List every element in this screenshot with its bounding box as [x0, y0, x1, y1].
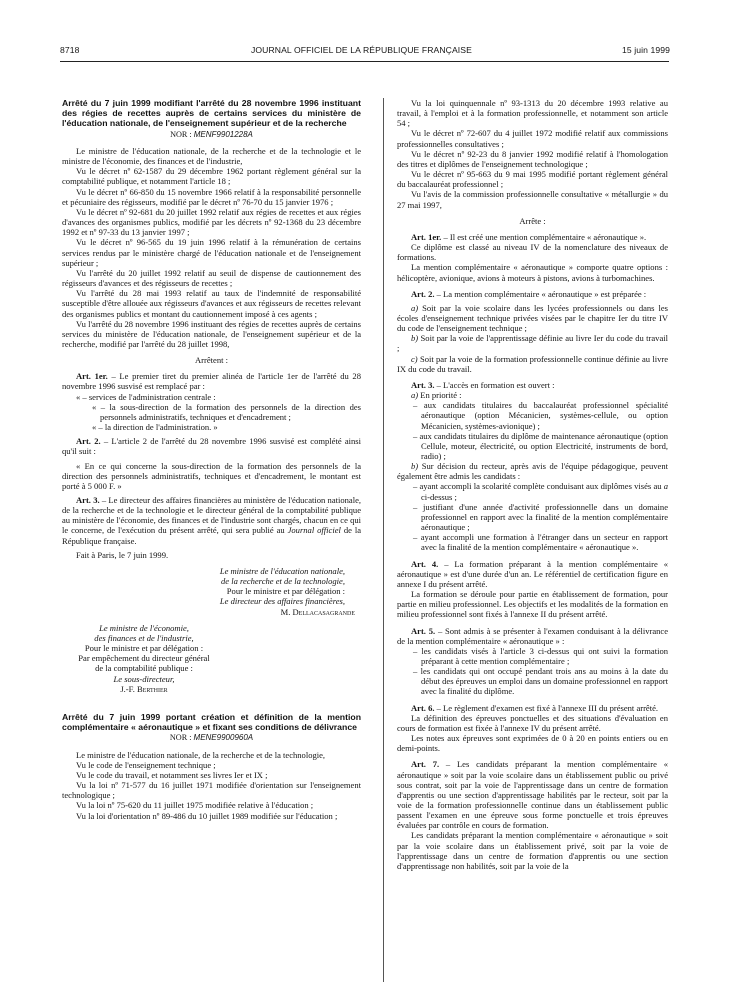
decree-2-nor: NOR : MENE9900960A [169, 733, 254, 743]
article-7: Art. 7. – Les candidats préparant la mention complémentaire « aéronautique » soit par la voie scolaire dans un établissement public ou privé sous contrat, soit par la voie de l'apprentissage dans un centre de formation d'apprentis ou une section d'apprentissage habilités par le recteur, soit par la voie de la formation professionnelle continue dans un établissement public passent l'examen en une épreuve sous forme ponctuelle et trois épreuves évaluées par contrôle en cours de formation. [397, 759, 668, 831]
arretent: Arrêtent : [195, 355, 228, 366]
article-1: Art. 1er. – Le premier tiret du premier alinéa de l'article 1er de l'arrêté du 28 novembre 1996 susvisé est remplacé par : [62, 371, 361, 392]
article-5: Art. 5. – Sont admis à se présenter à l'examen conduisant à la délivrance de la mention complémentaire « aéronautique » : [397, 625, 669, 646]
signature-line: Le sous-directeur, [113, 673, 175, 684]
paragraph: Vu la loi quinquennale nº 93-1313 du 20 décembre 1993 relative au travail, à l'emploi et à la formation professionnelle, et notamment son article 54 ; [397, 98, 668, 129]
paragraph: Vu le décret nº 92-23 du 8 janvier 1992 modifié relatif à l'homologation des titres et diplômes de l'enseignement technologique ; [397, 148, 668, 169]
quote-line: « – la direction de l'administration. » [92, 422, 218, 433]
paragraph: Ce diplôme est classé au niveau IV de la nomenclature des niveaux de formations. [397, 242, 668, 263]
paragraph: Vu le décret nº 92-681 du 20 juillet 1992 relatif aux régies de recettes et aux régies d'avances des organismes publics, modifié par les décrets nº 92-1368 du 23 décembre 1992 et nº 97-33 du 13 janvier 1997 ; [62, 206, 361, 238]
column-divider [383, 98, 384, 982]
signatory-name: M. Dellacasagrande [280, 606, 355, 617]
left-column [62, 98, 361, 821]
paragraph: Vu le décret nº 66-850 du 15 novembre 1966 relatif à la responsabilité personnelle et pécuniaire des régisseurs, modifié par le décret nº 76-70 du 15 janvier 1976 ; [62, 186, 361, 207]
list-item: a) Soit par la voie scolaire dans les lycées professionnels ou dans les écoles d'enseignement technique privées visées par le chapitre Ier du titre IV du code de l'enseignement technique ; [397, 302, 668, 334]
paragraph: Les notes aux épreuves sont exprimées de 0 à 20 en points entiers ou en demi-points. [397, 733, 668, 754]
signature-line: Pour le ministre et par délégation : [226, 586, 345, 597]
journal-title: JOURNAL OFFICIEL DE LA RÉPUBLIQUE FRANÇAISE [251, 45, 472, 55]
paragraph: Vu le code de l'enseignement technique ; [76, 759, 216, 770]
signature-line: de la comptabilité publique : [95, 663, 193, 674]
paragraph: Vu la loi nº 71-577 du 16 juillet 1971 modifiée d'orientation sur l'enseignement technologique ; [62, 780, 361, 801]
paragraph: Vu l'avis de la commission professionnelle consultative « métallurgie » du 27 mai 1997, [397, 189, 668, 210]
paragraph: Vu le décret nº 62-1587 du 29 décembre 1962 portant règlement général sur la comptabilité publique, et notamment l'article 18 ; [62, 166, 361, 187]
signing-place: Fait à Paris, le 7 juin 1999. [76, 549, 169, 560]
signature-line: Le directeur des affaires financières, [219, 596, 345, 607]
quote-line: « – services de l'administration centrale : [76, 391, 216, 402]
paragraph: La formation se déroule pour partie en établissement de formation, pour partie en milieu professionnel. Les objectifs et les modalités de la formation en milieu professionnel sont fixés à l'annexe II du présent arrêté. [397, 589, 668, 620]
signature-line: de la recherche et de la technologie, [221, 576, 345, 587]
list-item: a) En priorité : [411, 390, 462, 401]
page-number: 8718 [60, 45, 80, 55]
paragraph: Vu le décret nº 72-607 du 4 juillet 1972 modifié relatif aux commissions professionnelles consultatives ; [397, 128, 668, 149]
list-item: b) Soit par la voie de l'apprentissage définie au livre Ier du code du travail ; [397, 333, 668, 354]
dash-item: – ayant accompli une formation à l'étranger dans un secteur en rapport avec la finalité de la mention complémentaire « aéronautique ». [413, 532, 668, 553]
article-2: Art. 2. – La mention complémentaire « aéronautique » est préparée : [411, 288, 647, 299]
article-6: Art. 6. – Le règlement d'examen est fixé à l'annexe III du présent arrêté. [411, 702, 659, 713]
paragraph: Le ministre de l'éducation nationale, de la recherche et de la technologie, [76, 749, 326, 760]
arrete: Arrête : [519, 215, 546, 226]
dash-item: – ayant accompli la scolarité complète conduisant aux diplômes visés au a ci-dessus ; [413, 481, 668, 502]
signature-line: Le ministre de l'éducation nationale, [219, 565, 345, 576]
article-1: Art. 1er. – Il est créé une mention complémentaire « aéronautique ». [411, 231, 647, 242]
paragraph: Vu le code du travail, et notamment ses livres Ier et IX ; [76, 769, 268, 780]
list-item: c) Soit par la voie de la formation professionnelle continue définie au livre IX du code du travail. [397, 353, 668, 374]
list-item: b) Sur décision du recteur, après avis de l'équipe pédagogique, peuvent également être admis les candidats : [397, 461, 668, 482]
header-rule [60, 61, 669, 62]
paragraph: Vu le décret nº 96-565 du 19 juin 1996 relatif à la rémunération de certains services rendus par le ministère chargé de l'éducation nationale et de l'enseignement supérieur ; [62, 237, 361, 268]
paragraph: La mention complémentaire « aéronautique » comporte quatre options : hélicoptère, avionique, avions à moteurs à pistons, avions à turbomachines. [397, 262, 668, 283]
paragraph: Vu l'arrêté du 20 juillet 1992 relatif au seuil de dispense de cautionnement des régisseurs d'avances et des régisseurs de recettes ; [62, 267, 361, 289]
decree-2-title: Arrêté du 7 juin 1999 portant création et définition de la mention complémentaire « aéronautique » et fixant ses conditions de délivrance [62, 711, 361, 733]
article-4: Art. 4. – La formation préparant à la mention complémentaire « aéronautique » est d'une durée d'un an. Le référentiel de certification figure en annexe I du présent arrêté. [397, 558, 669, 589]
paragraph: Vu la loi d'orientation nº 89-486 du 10 juillet 1989 modifiée sur l'éducation ; [76, 810, 338, 821]
dash-item: – les candidats qui ont occupé pendant trois ans au moins à la date du début des épreuves un emploi dans un domaine professionnel en rapport avec la finalité du diplôme. [413, 666, 668, 697]
quote-line: « – la sous-direction de la formation des personnels de la direction des personnels administratifs, techniques et d'encadrement ; [92, 401, 361, 422]
article-3: Art. 3. – Le directeur des affaires financières au ministère de l'éducation nationale, de la recherche et de la technologie et le directeur général de la comptabilité publique au ministère de l'économie, des finances et de l'industrie sont chargés, chacun en ce qui le concerne, de l'exécution du présent arrêté, qui sera publié au Journal officiel de la République française. [62, 495, 362, 546]
signature-block-2 [64, 623, 224, 694]
paragraph: Le ministre de l'éducation nationale, de la recherche et de la technologie et le ministre de l'économie, des finances et de l'industrie, [62, 146, 361, 167]
paragraph: Vu l'arrêté du 28 novembre 1996 instituant des régies de recettes auprès de certains services du ministère de l'éducation nationale, de l'enseignement supérieur et de la recherche, modifié par l'arrêté du 28 juillet 1998, [62, 318, 361, 349]
dash-item: – aux candidats titulaires du baccalauréat professionnel spécialité aéronautique (option Mécanicien, systèmes-cellule, ou option Mécanicien, systèmes-avionique) ; [413, 400, 668, 431]
paragraph: Vu l'arrêté du 28 mai 1993 relatif au taux de l'indemnité de responsabilité susceptible d'être allouée aux régisseurs d'avances et aux régisseurs de recettes relevant des organismes publics et montant du cautionnement imposé à ces agents ; [62, 288, 361, 319]
quote-paragraph: « En ce qui concerne la sous-direction de la formation des personnels de la direction des personnels administratifs, techniques et d'encadrement, le montant est porté à 5 000 F. » [62, 460, 361, 491]
paragraph: Vu le décret nº 95-663 du 9 mai 1995 modifié portant règlement général du baccalauréat professionnel ; [397, 169, 668, 190]
signature-line: des finances et de l'industrie, [94, 632, 194, 643]
paragraph: Vu la loi nº 75-620 du 11 juillet 1975 modifiée relative à l'éducation ; [76, 800, 314, 811]
article-2: Art. 2. – L'article 2 de l'arrêté du 28 novembre 1996 susvisé est complété ainsi qu'il suit : [62, 436, 362, 457]
signature-line: Le ministre de l'économie, [99, 622, 189, 633]
dash-item: – aux candidats titulaires du diplôme de maintenance aéronautique (option Cellule, moteur, électricité, ou option Electricité, instruments de bord, radio) ; [413, 430, 668, 461]
issue-date: 15 juin 1999 [622, 45, 671, 55]
paragraph: La définition des épreuves ponctuelles et des situations d'évaluation en cours de formation est fixée à l'annexe IV du présent arrêté. [397, 712, 668, 733]
signature-line: Par empêchement du directeur général [78, 653, 210, 664]
signature-line: Pour le ministre et par délégation : [84, 643, 204, 654]
right-column [397, 98, 668, 871]
paragraph: Les candidats préparant la mention complémentaire « aéronautique » soit par la voie scolaire dans un établissement privé, soit par la voie de l'apprentissage dans un centre de formation d'apprentis ou une section d'apprentissage non habilités, soit par la voie de la [397, 830, 668, 871]
decree-1-title: Arrêté du 7 juin 1999 modifiant l'arrêté du 28 novembre 1996 instituant des régies de recettes auprès de certains services du ministère de l'éducation nationale, de l'enseignement supérieur et de la recherche [62, 98, 361, 129]
dash-item: – les candidats visés à l'article 3 ci-dessus qui ont suivi la formation préparant à cette mention complémentaire ; [413, 645, 668, 666]
decree-1-nor: NOR : MENF9901228A [170, 129, 253, 139]
article-3: Art. 3. – L'accès en formation est ouvert : [411, 379, 555, 390]
signatory-name: J.-F. Berthier [120, 683, 168, 694]
dash-item: – justifiant d'une année d'activité professionnelle dans un domaine professionnel en rapport avec la finalité de la mention complémentaire aéronautique ; [413, 501, 668, 533]
